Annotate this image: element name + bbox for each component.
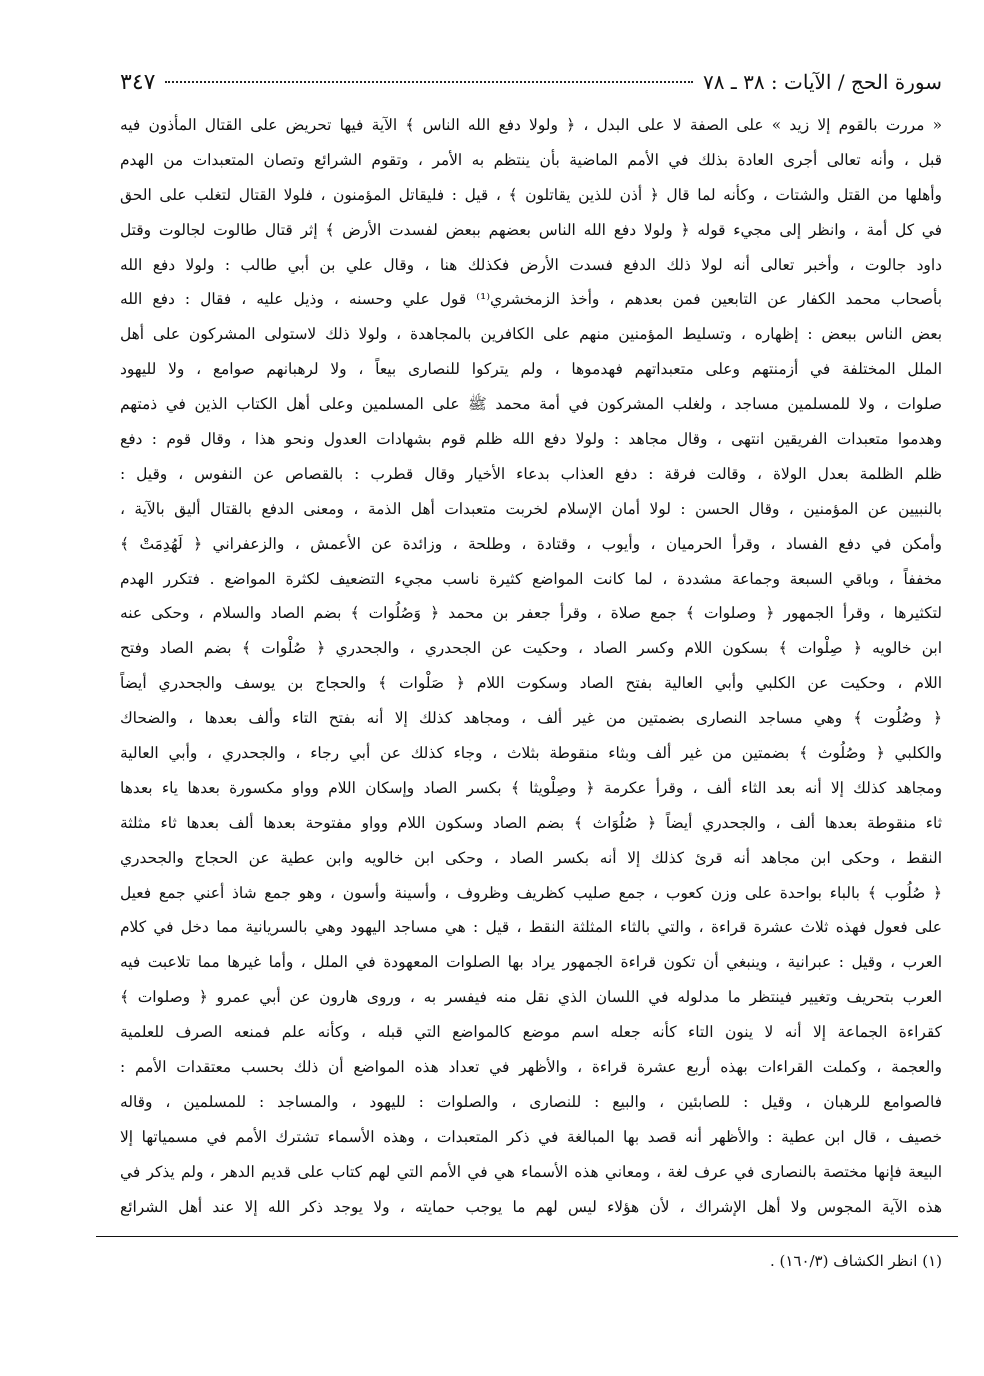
text-line: مخففاً ، وباقي السبعة وجماعة مشددة ، لما كانت المواضع كثيرة ناسب مجيء التضعيف لكثرة المواضع . فتكرر الهدم [120, 569, 942, 588]
page-body-text [120, 108, 942, 1225]
text-line: العرب بتحريف وتغيير فينتظر ما مدلوله في اللسان الذي نقل منه فيفسر به ، وروى هارون عن أبي عمرو ﴿ وصلوات ﴾ [120, 988, 942, 1007]
footnote-divider [96, 1236, 958, 1237]
text-line: العرب ، وقيل : عبرانية ، وينبغي أن تكون قراءة الجمهور يراد بها الصلوات المعهودة في الملل ، وأما غيرها مما تلاعبت فيه [120, 953, 942, 972]
text-line: وهدموا متعبدات الفريقين انتهى ، وقال مجاهد : ولولا دفع الله ظلم قوم بشهادات العدول ونحو هذا ، وقال قوم : دفع [120, 430, 942, 449]
text-line: داود جالوت ، وأخبر تعالى أنه لولا ذلك الدفع فسدت الأرض فكذلك هنا ، وقال علي بن أبي طالب : ولولا دفع الله [120, 255, 942, 274]
text-line: اللام ، وحكيت عن الكلبي وأبي العالية بفتح الصاد وسكوت اللام ﴿ صَلْوات ﴾ والحجاج بن يوسف والجحدري أيضاً [120, 674, 942, 693]
text-line: ومجاهد كذلك إلا أنه بعد الثاء ألف ، وقرأ عكرمة ﴿ وصِلْويثا ﴾ بكسر الصاد وإسكان اللام وواو مكسورة بعدها ياء بعدها [120, 778, 942, 797]
text-line: ﴿ صُلُوب ﴾ بالباء بواحدة على وزن كعوب ، جمع صليب كظريف وظروف ، وأسينة وأسون ، وهو جمع شاذ أعني جمع فعيل [120, 883, 942, 902]
text-line: وأهلها من القتل والشتات ، وكأنه لما قال ﴿ أذن للذين يقاتلون ﴾ ، قيل : فليقاتل المؤمنون ، فلولا القتال لتغلب على الحق [120, 185, 942, 204]
text-line: ثاء منقوطة بعدها ألف ، والجحدري أيضاً ﴿ صُلُوَاث ﴾ بضم الصاد وسكون اللام وواو مفتوحة بعدها ألف بعدها ثاء مثلثة [120, 813, 942, 832]
text-line: البيعة فإنها مختصة بالنصارى في عرف لغة ، ومعاني هذه الأسماء هي في الأمم التي لهم كتاب على قديم الدهر ، ولم يذكر في [120, 1162, 942, 1181]
text-line: ﴿ وصُلُوت ﴾ وهي مساجد النصارى بضمتين من غير ألف ، ومجاهد كذلك إلا أنه بفتح التاء وألف بعدها ، والضحاك [120, 709, 942, 728]
text-line: والكلبي ﴿ وصُلُوث ﴾ بضمتين من غير ألف وبثاء منقوطة بثلاث ، وجاء كذلك عن أبي رجاء ، والجحدري ، وأبي العالية [120, 744, 942, 763]
text-line: لتكثيرها ، وقرأ الجمهور ﴿ وصلوات ﴾ جمع صلاة ، وقرأ جعفر بن محمد ﴿ وَصُلُوات ﴾ بضم الصاد والسلام ، وحكى عنه [120, 604, 942, 623]
text-line: النقط ، وحكى ابن مجاهد أنه قرئ كذلك إلا أنه بكسر الصاد ، وحكى ابن خالويه وابن عطية عن الحجاج والجحدري [120, 848, 942, 867]
text-line: ظلم الظلمة بعدل الولاة ، وقالت فرقة : دفع العذاب بدعاء الأخيار وقال قطرب : بالقصاص عن النفوس ، وقيل : [120, 464, 942, 483]
text-line: بأصحاب محمد الكفار عن التابعين فمن بعدهم ، وأخذ الزمخشري⁽¹⁾ قول علي وحسنه ، وذيل عليه ، فقال : دفع الله [120, 290, 942, 309]
text-line: خصيف ، قال ابن عطية : والأظهر أنه قصد بها المبالغة في ذكر المتعبدات ، وهذه الأسماء تشترك الأمم في مسمياتها إلا [120, 1127, 942, 1146]
text-line: بعض الناس ببعض : إظهاره ، وتسليط المؤمنين منهم على الكافرين بالمجاهدة ، ولولا ذلك لاستولى المشركون على أهل [120, 325, 942, 344]
text-line: « مررت بالقوم إلا زيد » على الصفة لا على البدل ، ﴿ ولولا دفع الله الناس ﴾ الآية فيها تحريض على القتال المأذون فيه [120, 116, 942, 134]
text-line: على فعول فهذه ثلاث عشرة قراءة ، والتي بالثاء المثلثة النقط ، قيل : هي مساجد اليهود وهي بالسريانية مما دخل في كلام [120, 918, 942, 937]
page-header [120, 64, 942, 100]
text-line: والعجمة ، وكملت القراءات بهذه أربع عشرة قراءة ، والأظهر في تعداد هذه المواضع أن ذلك بحسب معتقدات الأمم : [120, 1058, 942, 1077]
text-line: فالصوامع للرهبان ، وقيل : للصابئين ، والبيع : للنصارى ، والصلوات : لليهود ، والمساجد : للمسلمين ، وقاله [120, 1092, 942, 1111]
header-leader-dots [165, 81, 693, 83]
text-line: بالنبيين عن المؤمنين ، وقال الحسن : لولا أمان الإسلام لخربت متعبدات أهل الذمة ، ومعنى الدفع بالقتال أليق بالآية ، [120, 499, 942, 518]
text-line: صلوات ، ولا للمسلمين مساجد ، ولغلب المشركون في أمة محمد ﷺ على المسلمين وعلى أهل الكتاب الذين في ذمتهم [120, 395, 942, 414]
surah-title: سورة الحج / الآيات : ٣٨ ـ ٧٨ [703, 70, 942, 94]
text-line: ابن خالويه ﴿ صِلْوات ﴾ بسكون اللام وكسر الصاد ، وحكيت عن الجحدري ، والجحدري ﴿ صُلْوات ﴾ بضم الصاد وفتح [120, 639, 942, 658]
text-line: كقراءة الجماعة إلا أنه لا ينون التاء كأنه جعله اسم موضع كالمواضع التي قبله ، وكأنه علم فمنعه الصرف للعلمية [120, 1023, 942, 1042]
text-line: قبل ، وأنه تعالى أجرى العادة بذلك في الأمم الماضية بأن ينتظم به الأمر ، وتقوم الشرائع وتصان المتعبدات من الهدم [120, 150, 942, 169]
text-line: في كل أمة ، وانظر إلى مجيء قوله ﴿ ولولا دفع الله الناس بعضهم ببعض لفسدت الأرض ﴾ إثر قتال طالوت لجالوت وقتل [120, 220, 942, 239]
text-line: الملل المختلفة في أزمنتهم وعلى متعبداتهم فهدموها ، ولم يتركوا للنصارى بيعاً ، ولا لرهبانهم صوامع ، ولا لليهود [120, 360, 942, 379]
text-line: هذه الآية المجوس ولا أهل الإشراك ، لأن هؤلاء ليس لهم ما يوجب حمايته ، ولا يوجد ذكر الله إلا عند أهل الشرائع [120, 1197, 942, 1216]
page-number: ٣٤٧ [120, 69, 156, 95]
footnote: (١) انظر الكشاف (١٦٠/٣) . [769, 1252, 942, 1270]
text-line: وأمكن في دفع الفساد ، وقرأ الحرميان ، وأيوب ، وقتادة ، وطلحة ، وزائدة عن الأعمش ، والزعفراني ﴿ لَهُدِمَتْ ﴾ [120, 534, 942, 553]
